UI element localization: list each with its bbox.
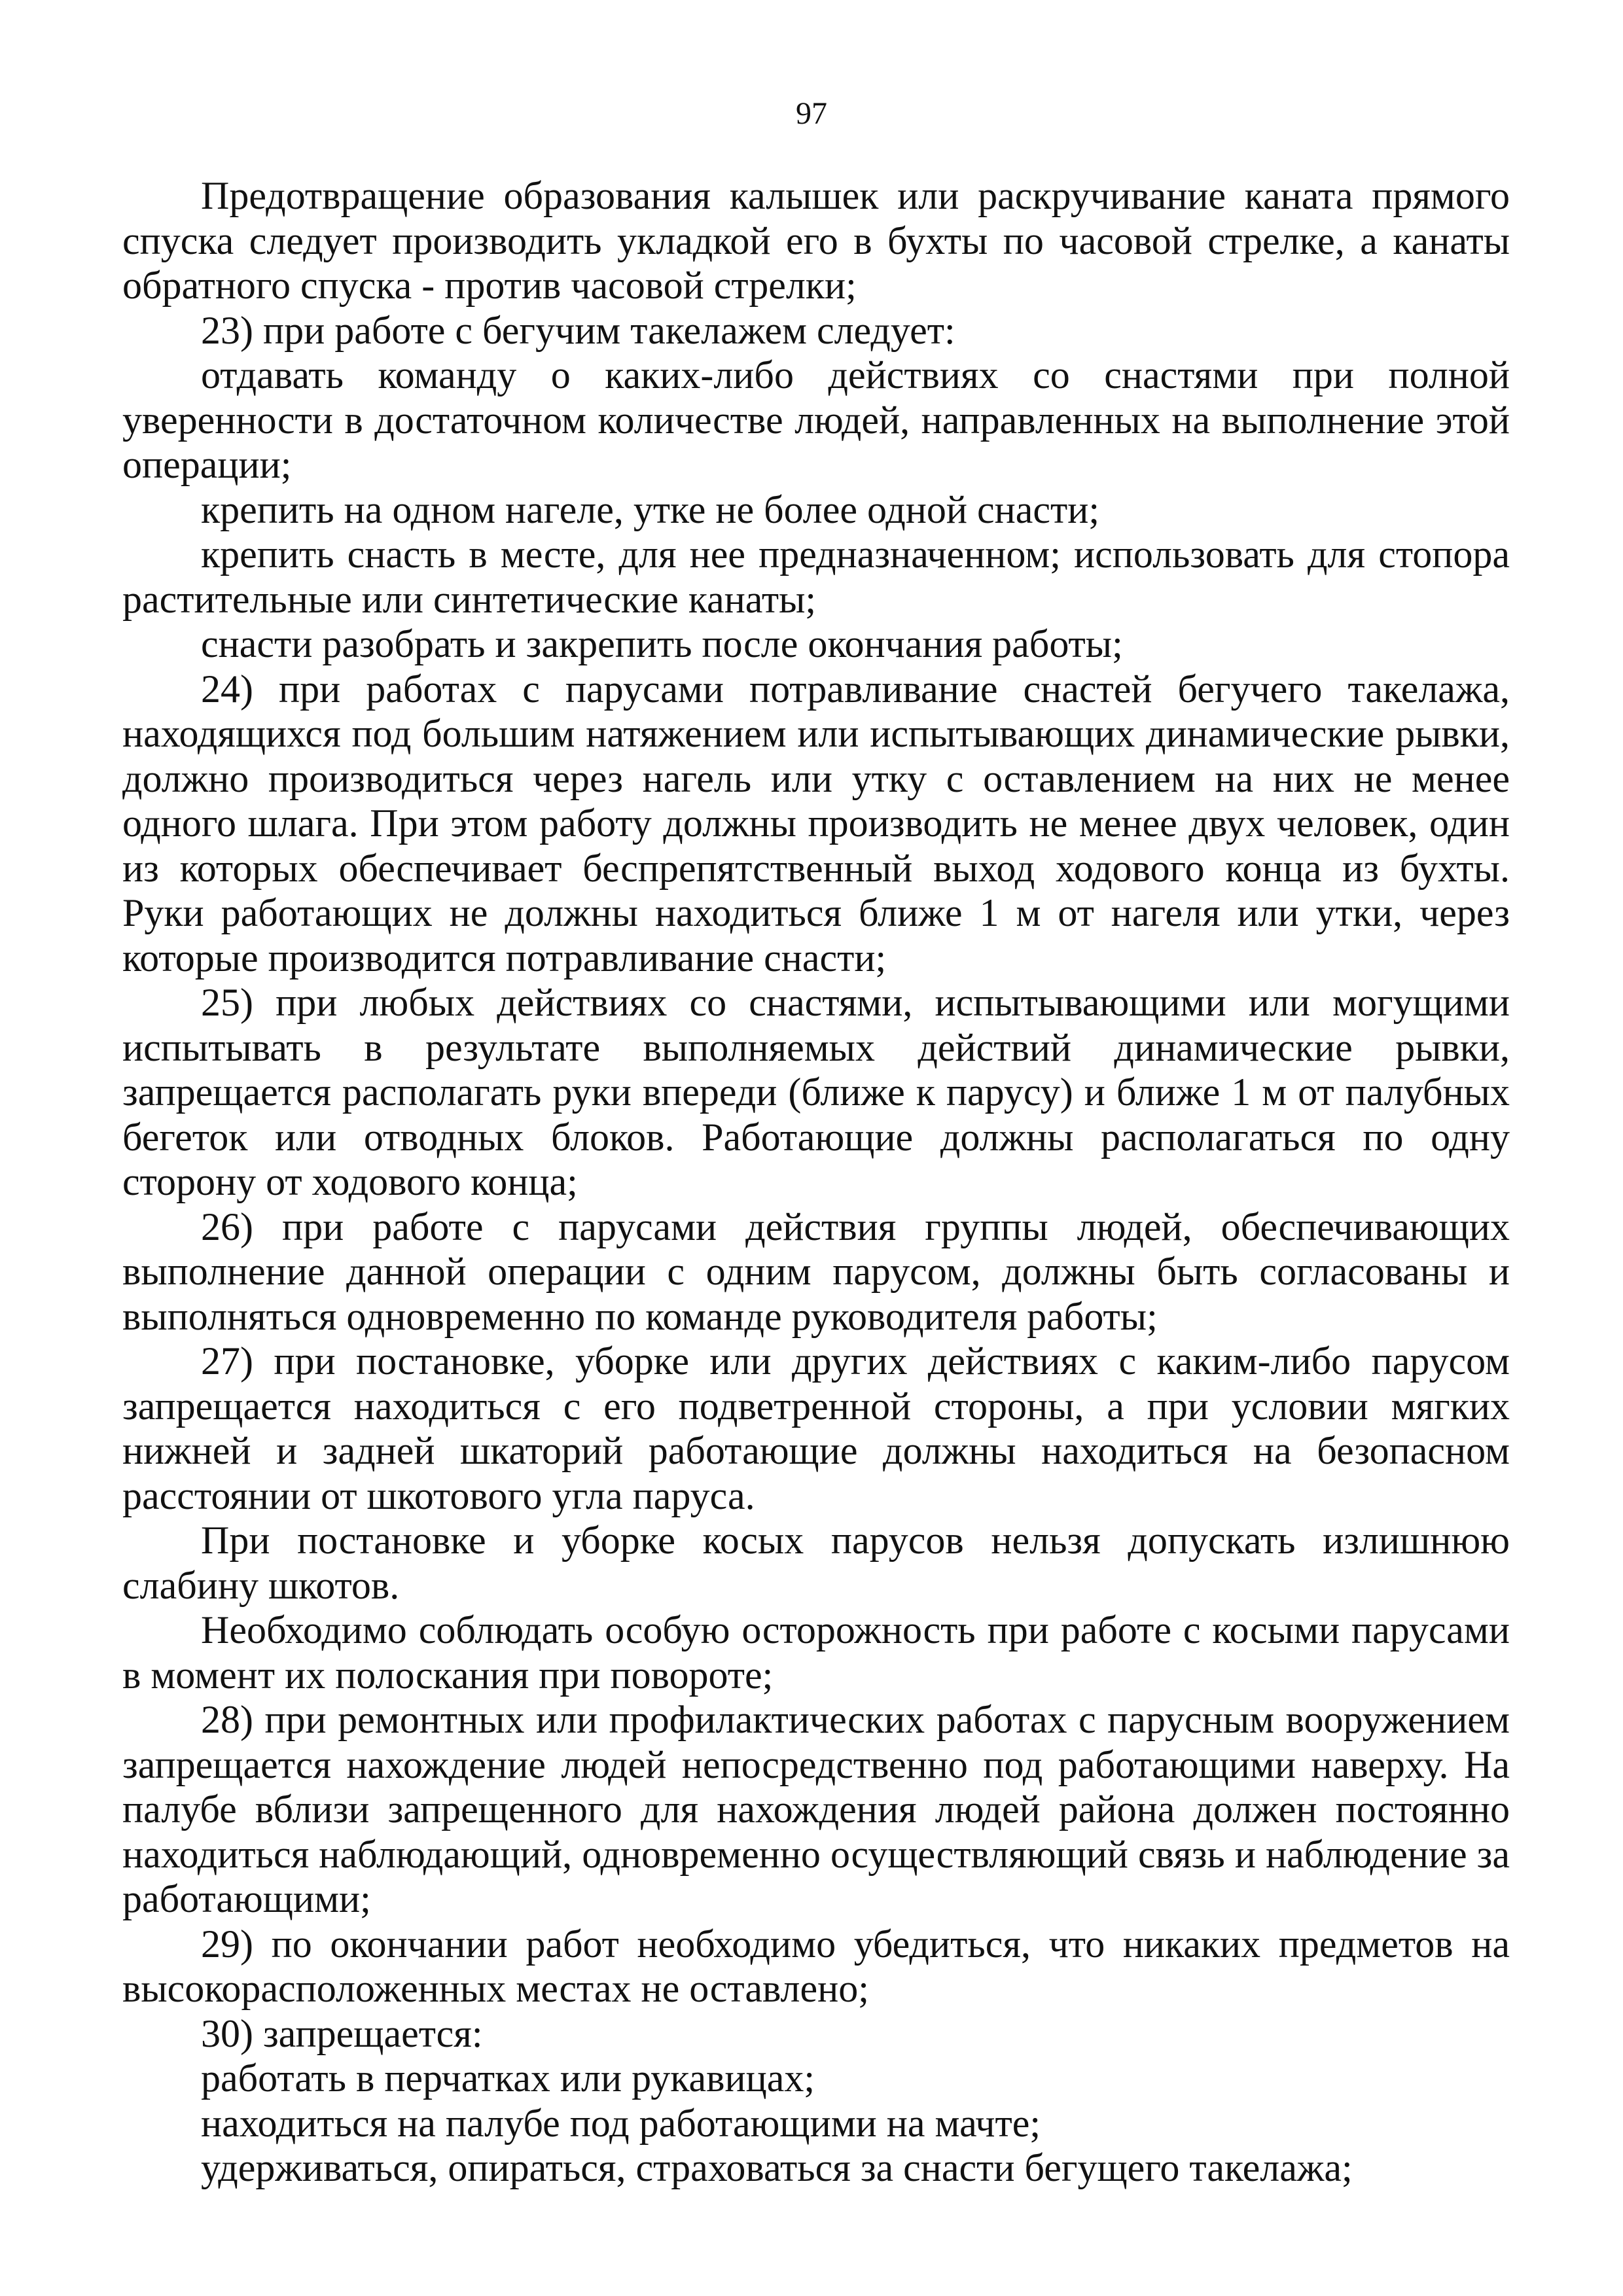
paragraph-1: Предотвращение образования калышек или раскручивание каната прямого спуска следует производить укладкой его в бухты по часовой стрелке, а канаты обратного спуска - против часовой стрелки; xyxy=(122,174,1510,307)
paragraph-12: Необходимо соблюдать особую осторожность при работе с косыми парусами в момент их полоскания при повороте; xyxy=(122,1608,1510,1697)
paragraph-17: находиться на палубе под работающими на мачте; xyxy=(201,2101,1041,2145)
paragraph-6: снасти разобрать и закрепить после окончания работы; xyxy=(201,622,1123,665)
body-text xyxy=(122,173,1510,2191)
paragraph-2: 23) при работе с бегучим такелажем следует: xyxy=(201,308,955,352)
paragraph-18: удерживаться, опираться, страховаться за снасти бегущего такелажа; xyxy=(201,2146,1353,2189)
paragraph-7: 24) при работах с парусами потравливание снастей бегучего такелажа, находящихся под большим натяжением или испытывающих динамические рывки, должно производиться через нагель или утку с оставлением на них не менее одного шлага. При этом работу должны производить не менее двух человек, один из которых обеспечивает беспрепятственный выход ходового конца из бухты. Руки работающих не должны находиться ближе 1 м от нагеля или утки, через которые производится потравливание снасти; xyxy=(122,667,1510,980)
paragraph-9: 26) при работе с парусами действия группы людей, обеспечивающих выполнение данной операции с одним парусом, должны быть согласованы и выполняться одновременно по команде руководителя работы; xyxy=(122,1205,1510,1338)
paragraph-15: 30) запрещается: xyxy=(201,2011,483,2055)
paragraph-10: 27) при постановке, уборке или других действиях с каким-либо парусом запрещается находиться с его подветренной стороны, а при условии мягких нижней и задней шкаторий работающие должны находиться на безопасном расстоянии от шкотового угла паруса. xyxy=(122,1339,1510,1517)
paragraph-14: 29) по окончании работ необходимо убедиться, что никаких предметов на высокорасположенных местах не оставлено; xyxy=(122,1922,1510,2010)
paragraph-3: отдавать команду о каких-либо действиях со снастями при полной уверенности в достаточном количестве людей, направленных на выполнение этой операции; xyxy=(122,353,1510,486)
paragraph-8: 25) при любых действиях со снастями, испытывающими или могущими испытывать в результате выполняемых действий динамические рывки, запрещается располагать руки впереди (ближе к парусу) и ближе 1 м от палубных бегеток или отводных блоков. Работающие должны располагаться по одну сторону от ходового конца; xyxy=(122,981,1510,1203)
paragraph-5: крепить снасть в месте, для нее предназначенном; использовать для стопора растительные или синтетические канаты; xyxy=(122,533,1510,621)
page-number: 97 xyxy=(796,96,827,131)
paragraph-11: При постановке и уборке косых парусов нельзя допускать излишнюю слабину шкотов. xyxy=(122,1519,1510,1607)
paragraph-13: 28) при ремонтных или профилактических работах с парусным вооружением запрещается нахождение людей непосредственно под работающими наверху. На палубе вблизи запрещенного для нахождения людей района должен постоянно находиться наблюдающий, одновременно осуществляющий связь и наблюдение за работающими; xyxy=(122,1698,1510,1920)
paragraph-16: работать в перчатках или рукавицах; xyxy=(201,2057,815,2100)
paragraph-4: крепить на одном нагеле, утке не более одной снасти; xyxy=(201,487,1100,531)
